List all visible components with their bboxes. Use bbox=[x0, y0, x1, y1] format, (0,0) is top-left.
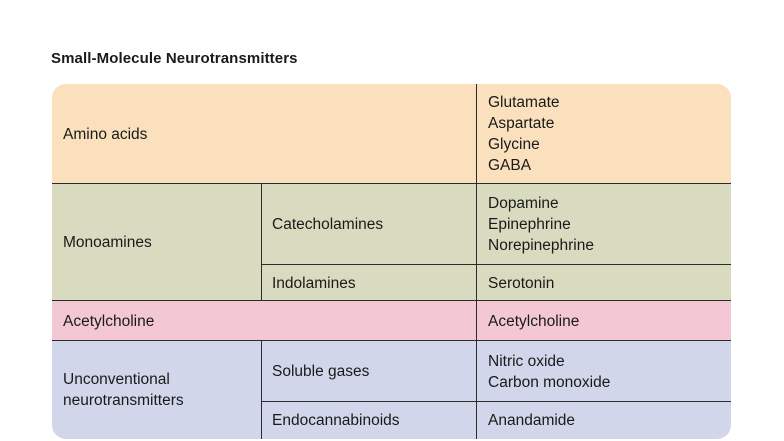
unconventional-label-line1: Unconventional bbox=[63, 371, 170, 388]
endocannabinoids-label: Endocannabinoids bbox=[272, 412, 400, 429]
soluble-gases-label: Soluble gases bbox=[272, 363, 370, 380]
monoamines-band bbox=[52, 184, 731, 301]
amino-acids-members bbox=[488, 84, 560, 184]
member-acetylcholine: Acetylcholine bbox=[488, 312, 580, 330]
acetylcholine-label: Acetylcholine bbox=[63, 312, 155, 330]
column-divider bbox=[476, 84, 477, 439]
member-nitric-oxide: Nitric oxide bbox=[488, 352, 565, 370]
endocannabinoids-members bbox=[488, 402, 575, 439]
catecholamines-subcategory bbox=[272, 184, 383, 265]
amino-acids-band bbox=[52, 84, 731, 184]
neurotransmitter-table bbox=[52, 84, 731, 439]
member-norepinephrine: Norepinephrine bbox=[488, 237, 594, 254]
endocannabinoids-subcategory bbox=[272, 402, 400, 439]
soluble-gases-members bbox=[488, 341, 610, 402]
acetylcholine-members bbox=[488, 301, 579, 341]
acetylcholine-category bbox=[63, 301, 154, 341]
unconventional-label-line2: neurotransmitters bbox=[63, 392, 184, 409]
indolamines-label: Indolamines bbox=[272, 274, 356, 292]
page-title: Small-Molecule Neurotransmitters bbox=[51, 50, 298, 67]
monoamines-category bbox=[63, 184, 152, 301]
member-gaba: GABA bbox=[488, 157, 532, 174]
subrow-divider bbox=[261, 401, 731, 402]
catecholamines-members bbox=[488, 184, 594, 265]
soluble-gases-subcategory bbox=[272, 341, 369, 402]
member-glycine: Glycine bbox=[488, 136, 540, 153]
member-serotonin: Serotonin bbox=[488, 274, 555, 292]
monoamines-label: Monoamines bbox=[63, 234, 152, 251]
column-divider bbox=[261, 184, 262, 301]
row-divider bbox=[52, 183, 731, 184]
member-glutamate: Glutamate bbox=[488, 94, 560, 111]
member-dopamine: Dopamine bbox=[488, 195, 559, 212]
catecholamines-label: Catecholamines bbox=[272, 216, 384, 233]
subrow-divider bbox=[261, 264, 731, 265]
row-divider bbox=[52, 340, 731, 341]
member-carbon-monoxide: Carbon monoxide bbox=[488, 373, 611, 391]
amino-acids-label: Amino acids bbox=[63, 125, 148, 143]
member-anandamide: Anandamide bbox=[488, 412, 576, 429]
row-divider bbox=[52, 300, 731, 301]
member-aspartate: Aspartate bbox=[488, 115, 555, 132]
indolamines-subcategory bbox=[272, 265, 356, 301]
unconventional-category bbox=[63, 341, 184, 439]
amino-acids-category bbox=[63, 84, 147, 184]
member-epinephrine: Epinephrine bbox=[488, 216, 571, 233]
column-divider bbox=[261, 341, 262, 439]
indolamines-members bbox=[488, 265, 554, 301]
